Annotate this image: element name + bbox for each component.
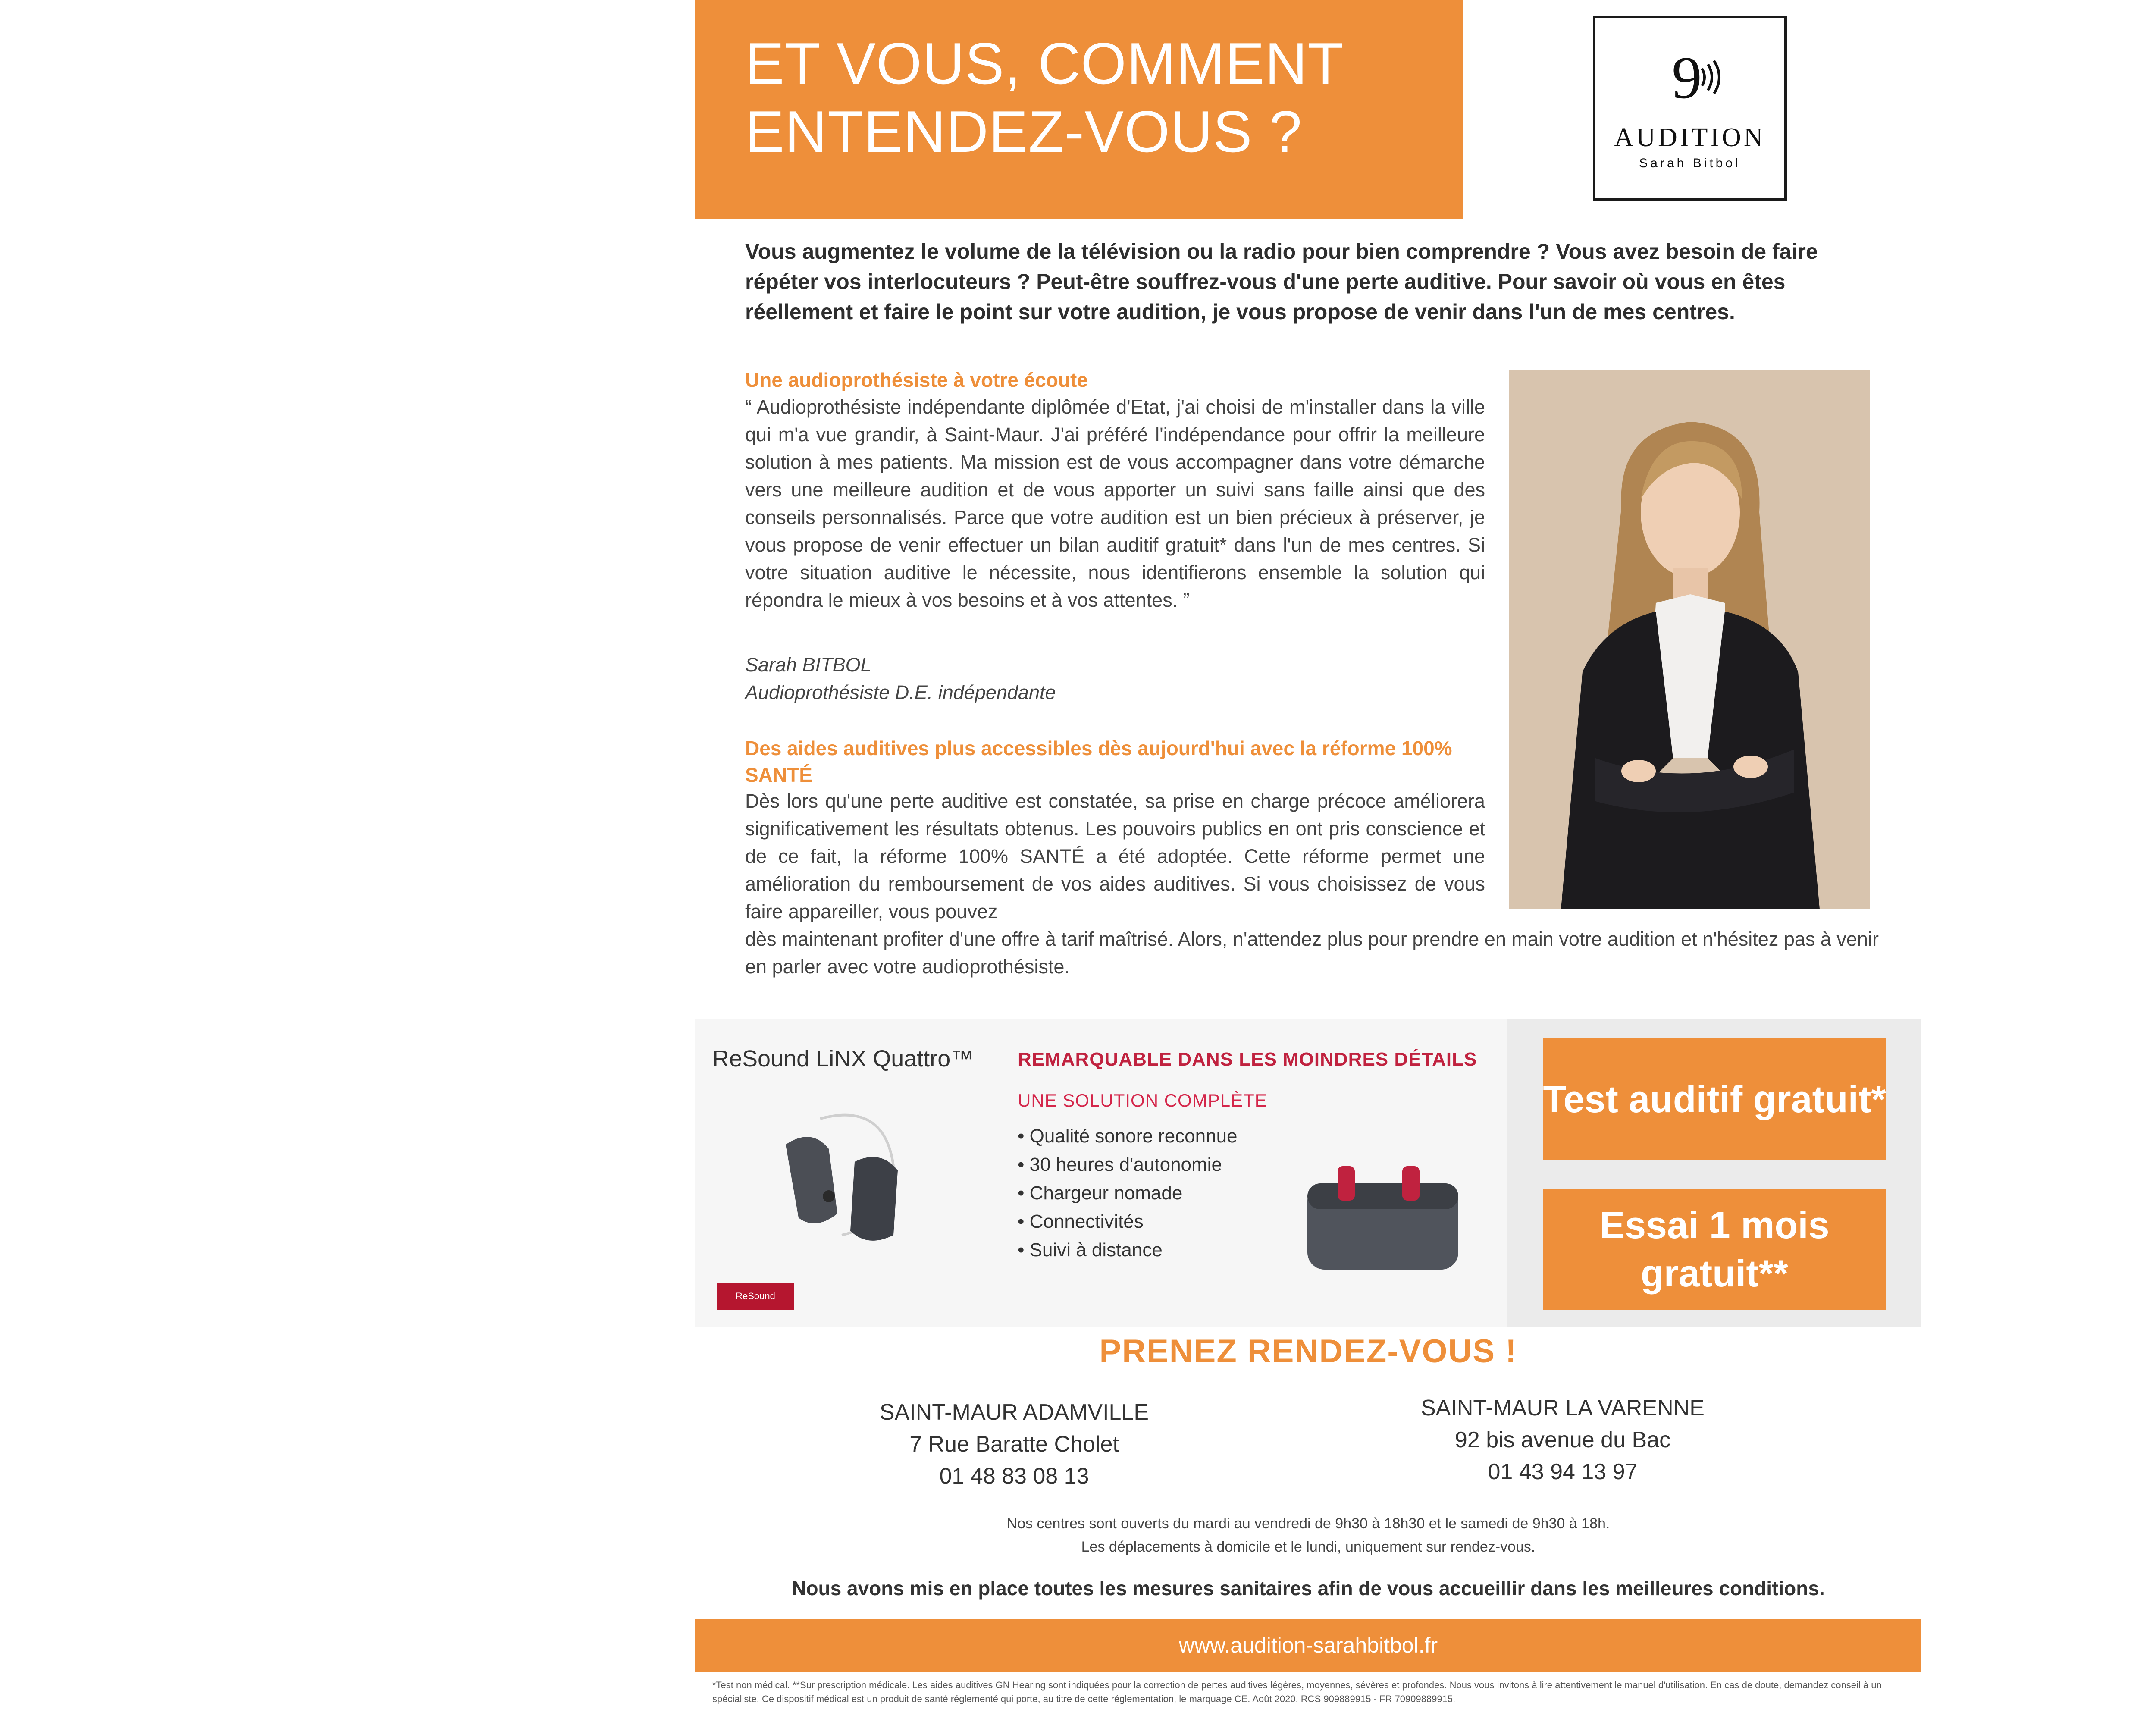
brand-badge: ReSound [717,1283,794,1310]
section1-title: Une audioprothésiste à votre écoute [745,369,1088,391]
center-la-varenne [1369,1392,1757,1488]
hearing-aids-image [751,1093,937,1265]
logo-name: AUDITION [1614,123,1766,152]
center-address: 7 Rue Baratte Cholet [909,1432,1119,1457]
product-tagline: REMARQUABLE DANS LES MOINDRES DÉTAILS [1018,1049,1477,1070]
portrait-photo [1509,370,1870,909]
appointment-heading: PRENEZ RENDEZ-VOUS ! [1099,1333,1517,1370]
signature-name: Sarah BITBOL [745,654,871,676]
website-band [695,1619,1921,1672]
product-name: ReSound LiNX Quattro™ [712,1046,974,1072]
section2-title: Des aides auditives plus accessibles dès aujourd'hui avec la réforme 100% SANTÉ [745,737,1452,786]
logo-subname: Sarah Bitbol [1639,156,1741,170]
product-banner [695,1019,1921,1327]
product-panel [695,1019,1507,1327]
feature-item: • Suivi à distance [1018,1236,1238,1264]
test-auditif-button[interactable]: Test auditif gratuit* [1543,1038,1886,1160]
section2-body-part1: Dès lors qu'une perte auditive est constatée, sa prise en charge précoce améliorera significativement les résultats obtenus. Les pouvoirs publics en ont pris conscience et de ce fait, la réforme 100% SANTÉ a été adoptée. Cette réforme permet une amélioration du remboursement de vos aides auditives. Si vous choisissez de vous faire appareiller, vous pouvez [745,790,1485,922]
product-subtitle: UNE SOLUTION COMPLÈTE [1018,1090,1267,1110]
opening-hours [695,1512,1921,1559]
center-name: SAINT-MAUR ADAMVILLE [879,1400,1149,1425]
section2-body-part2: dès maintenant profiter d'une offre à tarif maîtrisé. Alors, n'attendez plus pour prendre en main votre audition et n'hésitez pas à venir en parler avec votre audioprothésiste. [745,928,1879,978]
essai-gratuit-button[interactable]: Essai 1 mois gratuit** [1543,1189,1886,1310]
center-phone[interactable]: 01 48 83 08 13 [939,1464,1089,1489]
feature-item: • Connectivités [1018,1208,1238,1236]
title-band [695,0,1463,219]
ear-nine-icon [1595,38,1784,112]
feature-item: • Chargeur nomade [1018,1179,1238,1208]
center-address: 92 bis avenue du Bac [1454,1427,1671,1452]
section1-quote: “ Audioprothésiste indépendante diplômée d'Etat, j'ai choisi de m'installer dans la ville qui m'a vue grandir, à Saint-Maur. J'ai préféré l'indépendance pour offrir la meilleure solution à mes patients. Ma mission est de vous accompagner dans votre démarche vers une meilleure audition et de vous apporter un suivi sans faille ainsi que des conseils personnalisés. Parce que votre audition est un bien précieux à préserver, je vous propose de venir effectuer un bilan auditif gratuit* dans l'un de mes centres. Si votre situation auditive le nécessite, nous identifierons ensemble la solution qui répondra le mieux à vos besoins et à vos attentes. ” [745,396,1485,611]
hours-line-1: Nos centres sont ouverts du mardi au vendredi de 9h30 à 18h30 et le samedi de 9h30 à 18h. [1006,1515,1610,1532]
center-adamville [820,1396,1208,1492]
title-line-2: ENTENDEZ-VOUS ? [745,99,1303,164]
website-link[interactable]: www.audition-sarahbitbol.fr [1178,1633,1438,1657]
hours-line-2: Les déplacements à domicile et le lundi, uniquement sur rendez-vous. [1081,1539,1536,1555]
title-line-1: ET VOUS, COMMENT [745,31,1344,96]
sanitary-notice: Nous avons mis en place toutes les mesures sanitaires afin de vous accueillir dans les meilleures conditions. [792,1577,1825,1600]
center-name: SAINT-MAUR LA VARENNE [1421,1396,1705,1421]
feature-item: • Qualité sonore reconnue [1018,1122,1238,1151]
signature [745,651,1478,706]
feature-item: • 30 heures d'autonomie [1018,1151,1238,1179]
intro-paragraph: Vous augmentez le volume de la télévision ou la radio pour bien comprendre ? Vous avez besoin de faire répéter vos interlocuteurs ? Peut-être souffrez-vous d'une perte auditive. Pour savoir où vous en êtes réellement et faire le point sur votre audition, je vous propose de venir dans l'un de mes centres. [745,239,1818,324]
brand-logo [1593,16,1787,201]
flyer-page [695,0,1921,1725]
page-title [745,29,1435,166]
feature-list [1018,1122,1238,1264]
signature-role: Audioprothésiste D.E. indépendante [745,681,1056,703]
center-phone[interactable]: 01 43 94 13 97 [1488,1459,1638,1484]
charger-case-image [1290,1149,1476,1278]
svg-text:9: 9 [1672,47,1702,111]
legal-footnote: *Test non médical. **Sur prescription médicale. Les aides auditives GN Hearing sont indiquées pour la correction de pertes auditives légères, moyennes, sévères et profondes. Nous vous invitons à lire attentivement le manuel d'utilisation. En cas de doute, demandez conseil à un spécialiste. Ce dispositif médical est un produit de santé réglementé qui porte, au titre de cette réglementation, le marquage CE. Août 2020. RCS 909889915 - FR 70909889915. [712,1680,1882,1704]
